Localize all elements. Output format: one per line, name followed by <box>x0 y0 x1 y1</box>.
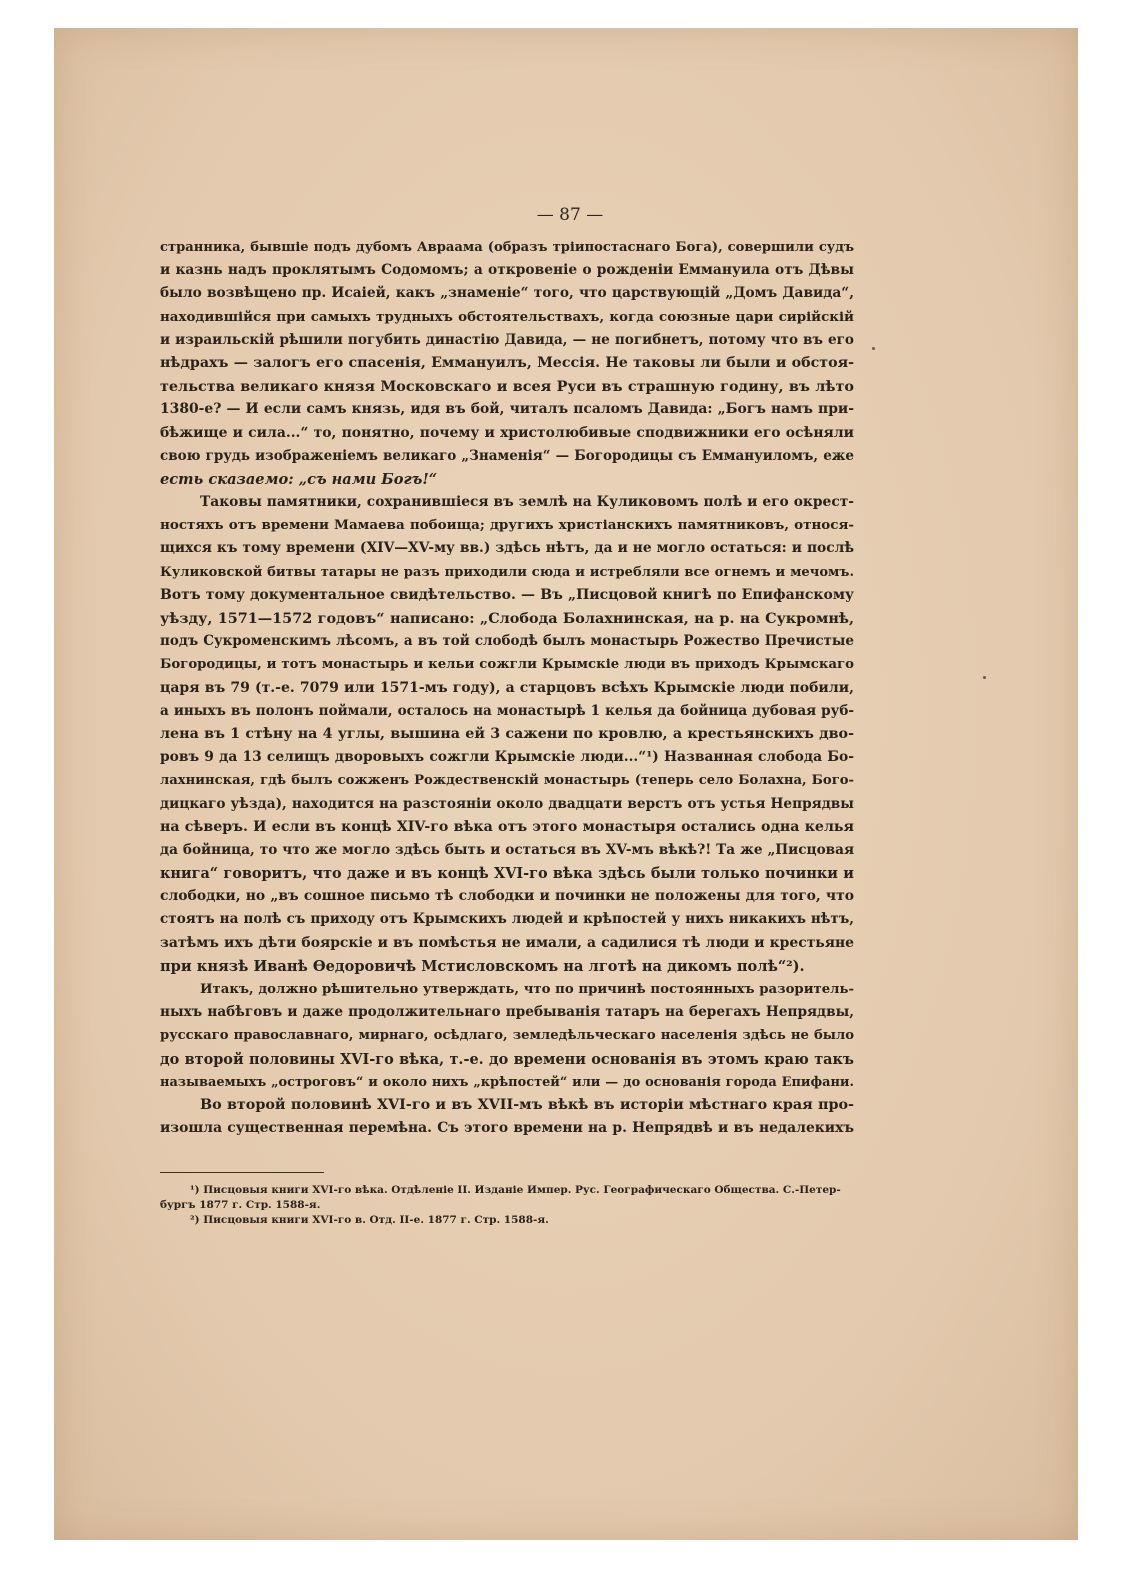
text-line: 1380-е? — И если самъ князь, идя въ бой, читалъ псаломъ Давида: „Богъ намъ при- <box>160 401 854 418</box>
text-line: изошла существенная перемѣна. Съ этого времени на р. Непрядвѣ и въ недалекихъ <box>160 1120 854 1137</box>
text-line: подъ Сукроменскимъ лѣсомъ, а въ той слободѣ былъ монастырь Рожество Пречистые <box>160 633 854 650</box>
text-line: лахнинская, гдѣ былъ сожженъ Рождественскій монастырь (теперь село Болахна, Бого- <box>160 773 854 789</box>
text-line: и израильскій рѣшили погубить династію Давида, — не погибнетъ, потому что въ его <box>160 331 854 348</box>
text-line: затѣмъ ихъ дѣти боярскіе и въ помѣстья не имали, а садилися тѣ люди и крестьяне <box>160 934 854 951</box>
text-line: стоятъ на полѣ съ приходу отъ Крымскихъ людей и крѣпостей у нихъ никакихъ нѣтъ, <box>160 911 854 928</box>
text-line: ныхъ набѣговъ и даже продолжительнаго пребыванія татаръ на берегахъ Непрядвы, <box>160 1004 854 1021</box>
text-line: дицкаго уѣзда), находится на разстояніи около двадцати верстъ отъ устья Непрядвы <box>160 795 854 812</box>
text-line: книга“ говоритъ, что даже и въ концѣ XVI-го вѣка здѣсь были только починки и <box>160 865 854 883</box>
footnote-divider <box>160 1172 324 1173</box>
text-line: странника, бывшіе подъ дубомъ Авраама (образъ тріипостаснаго Бога), совершили судъ <box>160 240 854 255</box>
text-line: на сѣверъ. И если въ концѣ XIV-го вѣка отъ этого монастыря остались одна келья <box>160 818 854 835</box>
text-line: при князѣ Иванѣ Ѳедоровичѣ Мстисловскомъ на лготѣ на дикомъ полѣ“²). <box>160 957 805 975</box>
text-line: было возвѣщено пр. Исаіей, какъ „знаменіе“ того, что царствующій „Домъ Давида“, <box>160 285 854 302</box>
text-line: ностяхъ отъ времени Мамаева побоища; другихъ христіанскихъ памятниковъ, относя- <box>160 517 854 534</box>
scan-speck <box>872 347 875 350</box>
text-line: нѣдрахъ — залогъ его спасенія, Еммануилъ, Мессія. Не таковы ли были и обстоя- <box>160 354 854 371</box>
footnote-1: ¹) Писцовыя книги XVI-го вѣка. Отдѣленіе II. Изданіе Импер. Рус. Географическаго Общества. С.-Петер- <box>190 1184 841 1196</box>
text-line: называемыхъ „остроговъ“ и около нихъ „крѣпостей“ или — до основанія города Епифани. <box>160 1074 854 1090</box>
text-line: да бойница, то что же могло здѣсь быть и остаться въ XV-мъ вѣкѣ?! Та же „Писцовая <box>160 841 854 858</box>
text-line: слободки, но „въ сошное письмо тѣ слободки и починки не положены для того, что <box>160 888 854 905</box>
text-line: находившійся при самыхъ трудныхъ обстоятельствахъ, когда союзные цари сирійскій <box>160 308 854 325</box>
text-line: а иныхъ въ полонъ поймали, осталось на монастырѣ 1 келья да бойница дубовая руб- <box>160 702 854 719</box>
text-line: Богородицы, и тотъ монастырь и кельи сожгли Крымскіе люди въ приходъ Крымскаго <box>160 657 854 673</box>
text-line: щихся къ тому времени (XIV—XV-му вв.) здѣсь нѣтъ, да и не могло остаться: и послѣ <box>160 540 854 557</box>
footnote-2: ²) Писцовыя книги XVI-го в. Отд. II-е. 1877 г. Стр. 1588-я. <box>190 1214 549 1226</box>
text-line: ровъ 9 да 13 селищъ дворовыхъ сожгли Крымскіе люди...“¹) Названная слобода Бо- <box>160 749 854 766</box>
text-line: Во второй половинѣ XVI-го и въ XVII-мъ вѣкѣ въ исторіи мѣстнаго края про- <box>200 1096 854 1113</box>
scan-speck <box>983 676 986 679</box>
text-line: свою грудь изображеніемъ великаго „Знаменія“ — Богородицы съ Еммануиломъ, еже <box>160 447 854 464</box>
footnotes <box>160 1183 854 1228</box>
text-line: Куликовской битвы татары не разъ приходили сюда и истребляли все огнемъ и мечомъ. <box>160 564 854 580</box>
footnote-1-continued: бургъ 1877 г. Стр. 1588-я. <box>160 1199 321 1211</box>
text-line: тельства великаго князя Московскаго и всея Руси въ страшную годину, въ лѣто <box>160 378 854 396</box>
text-line: бѣжище и сила...“ то, понятно, почему и христолюбивые сподвижники его осѣняли <box>160 424 854 441</box>
text-line: царя въ 79 (т.-е. 7079 или 1571-мъ году), а старцовъ всѣхъ Крымскіе люди побили, <box>160 679 854 696</box>
page-number: — 87 — <box>536 205 604 225</box>
text-line: Таковы памятники, сохранившіеся въ землѣ на Куликовомъ полѣ и его окрест- <box>200 494 854 511</box>
text-line: Вотъ тому документальное свидѣтельство. — Въ „Писцовой книгѣ по Епифанскому <box>160 586 854 603</box>
body-text <box>160 236 854 1140</box>
text-line: и казнь надъ проклятымъ Содомомъ; а откровеніе о рожденіи Еммануила отъ Дѣвы <box>160 262 854 279</box>
text-line: русскаго православнаго, мирнаго, осѣдлаго, земледѣльческаго населенія здѣсь не было <box>160 1028 854 1044</box>
text-line: до второй половины XVI-го вѣка, т.-е. до времени основанія въ этомъ краю такъ <box>160 1050 854 1068</box>
text-line: есть сказаемо: „съ нами Богъ!“ <box>160 470 438 488</box>
text-line: уѣзду, 1571—1572 годовъ“ написано: „Слобода Болахнинская, на р. на Сукромнѣ, <box>160 610 854 627</box>
text-line: Итакъ, должно рѣшительно утверждать, что по причинѣ постоянныхъ разоритель- <box>200 982 854 997</box>
text-line: лена въ 1 стѣну на 4 углы, вышина ей 3 сажени по кровлю, а крестьянскихъ дво- <box>160 725 854 742</box>
